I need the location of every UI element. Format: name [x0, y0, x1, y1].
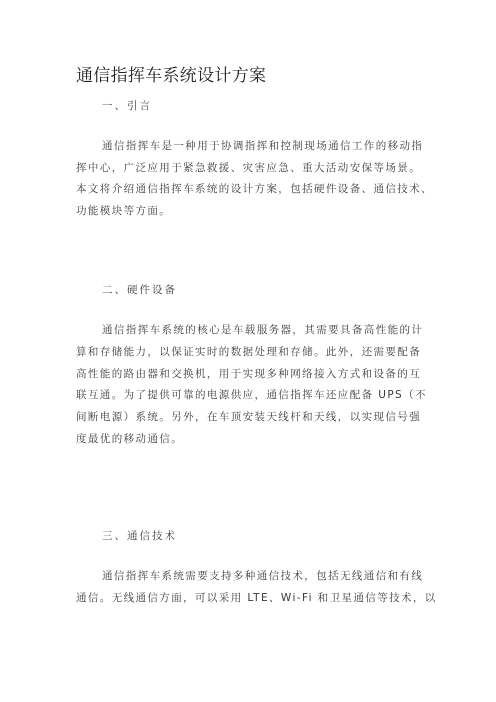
section-heading-communication-tech: 三、通信技术 — [102, 530, 177, 542]
paragraph-line: 本文将介绍通信指挥车系统的设计方案，包括硬件设备、通信技术、 — [76, 183, 433, 195]
paragraph-line: 通信指挥车系统需要支持多种通信技术，包括无线通信和有线 — [102, 570, 424, 582]
paragraph-line: 通信指挥车是一种用于协调指挥和控制现场通信工作的移动指 — [102, 140, 424, 152]
paragraph-line: 高性能的路由器和交换机，用于实现多种网络接入方式和设备的互 — [76, 368, 422, 380]
section-heading-introduction: 一、引言 — [102, 100, 152, 112]
document-title: 通信指挥车系统设计方案 — [76, 66, 267, 86]
paragraph-line: 联互通。为了提供可靠的电源供应，通信指挥车还应配备 UPS（不 — [76, 389, 427, 401]
paragraph-line: 算和存储能力，以保证实时的数据处理和存储。此外，还需要配备 — [76, 346, 422, 358]
paragraph-line: 通信。无线通信方面，可以采用 LTE、Wi-Fi 和卫星通信等技术，以 — [76, 592, 437, 604]
section-heading-hardware: 二、硬件设备 — [102, 284, 177, 296]
paragraph-line: 度最优的移动通信。 — [76, 433, 184, 445]
paragraph-line: 通信指挥车系统的核心是车载服务器，其需要具备高性能的计 — [102, 324, 424, 336]
paragraph-line: 间断电源）系统。另外，在车顶安装天线杆和天线，以实现信号强 — [76, 411, 422, 423]
paragraph-line: 功能模块等方面。 — [76, 205, 172, 217]
paragraph-line: 挥中心，广泛应用于紧急救援、灾害应急、重大活动安保等场景。 — [76, 162, 422, 174]
